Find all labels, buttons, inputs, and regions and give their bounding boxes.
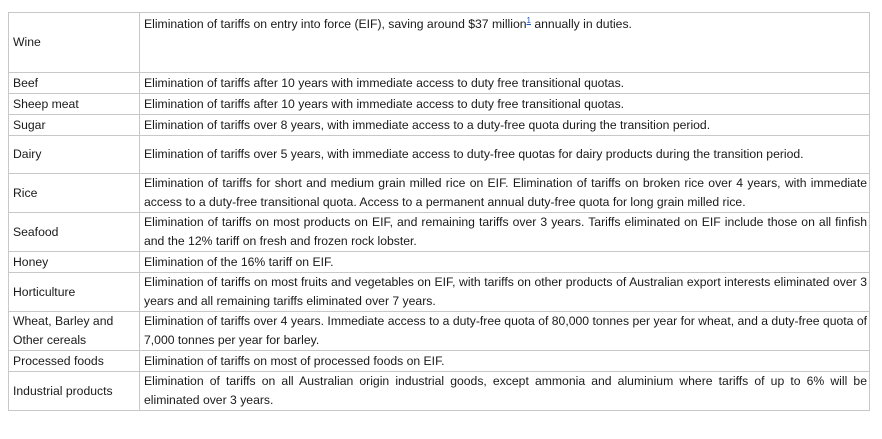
footnote-link[interactable]: 1 (526, 15, 531, 25)
table-row (9, 312, 870, 351)
table-row (9, 73, 870, 94)
table-row (9, 351, 870, 372)
description-cell: Elimination of the 16% tariff on EIF. (140, 252, 870, 273)
description-cell: Elimination of tariffs after 10 years with immediate access to duty free transitional quotas. (140, 73, 870, 94)
category-cell: Beef (9, 73, 140, 94)
table-row (9, 273, 870, 312)
description-cell: Elimination of tariffs on most fruits and vegetables on EIF, with tariffs on other products of Australian export interests eliminated over 3 years and all remaining tariffs eliminated over 7 years. (140, 273, 870, 312)
description-cell: Elimination of tariffs over 8 years, with immediate access to a duty-free quota during the transition period. (140, 115, 870, 136)
category-cell: Honey (9, 252, 140, 273)
description-text: Elimination of tariffs on entry into force (EIF), saving around $37 million (144, 17, 527, 31)
table-row (9, 252, 870, 273)
table-row (9, 13, 870, 73)
category-cell: Rice (9, 174, 140, 213)
category-cell: Dairy (9, 136, 140, 174)
tariff-table (8, 12, 870, 411)
category-cell: Horticulture (9, 273, 140, 312)
category-cell: Sheep meat (9, 94, 140, 115)
category-cell: Seafood (9, 213, 140, 252)
category-cell: Sugar (9, 115, 140, 136)
description-cell: Elimination of tariffs over 4 years. Immediate access to a duty-free quota of 80,000 tonnes per year for wheat, and a duty-free quota of 7,000 tonnes per year for barley. (140, 312, 870, 351)
description-cell: Elimination of tariffs for short and medium grain milled rice on EIF. Elimination of tariffs on broken rice over 4 years, with immediate access to a duty-free transitional quota. Access to a permanent annual duty-free quota for long grain milled rice. (140, 174, 870, 213)
table-row (9, 372, 870, 411)
table-row (9, 94, 870, 115)
description-cell: Elimination of tariffs on all Australian origin industrial goods, except ammonia and aluminium where tariffs of up to 6% will be eliminated over 3 years. (140, 372, 870, 411)
table-row (9, 136, 870, 174)
table-row (9, 174, 870, 213)
table-row (9, 115, 870, 136)
category-cell: Industrial products (9, 372, 140, 411)
description-suffix: annually in duties. (530, 17, 632, 31)
description-cell (140, 13, 870, 73)
description-cell: Elimination of tariffs on most products on EIF, and remaining tariffs over 3 years. Tariffs eliminated on EIF include those on all finfish and the 12% tariff on fresh and frozen rock lobster. (140, 213, 870, 252)
description-cell: Elimination of tariffs on most of processed foods on EIF. (140, 351, 870, 372)
category-cell: Wine (9, 13, 140, 73)
description-cell: Elimination of tariffs over 5 years, with immediate access to duty-free quotas for dairy products during the transition period. (140, 136, 870, 174)
category-cell: Wheat, Barley and Other cereals (9, 312, 140, 351)
table-row (9, 213, 870, 252)
description-cell: Elimination of tariffs after 10 years with immediate access to duty free transitional quotas. (140, 94, 870, 115)
category-cell: Processed foods (9, 351, 140, 372)
